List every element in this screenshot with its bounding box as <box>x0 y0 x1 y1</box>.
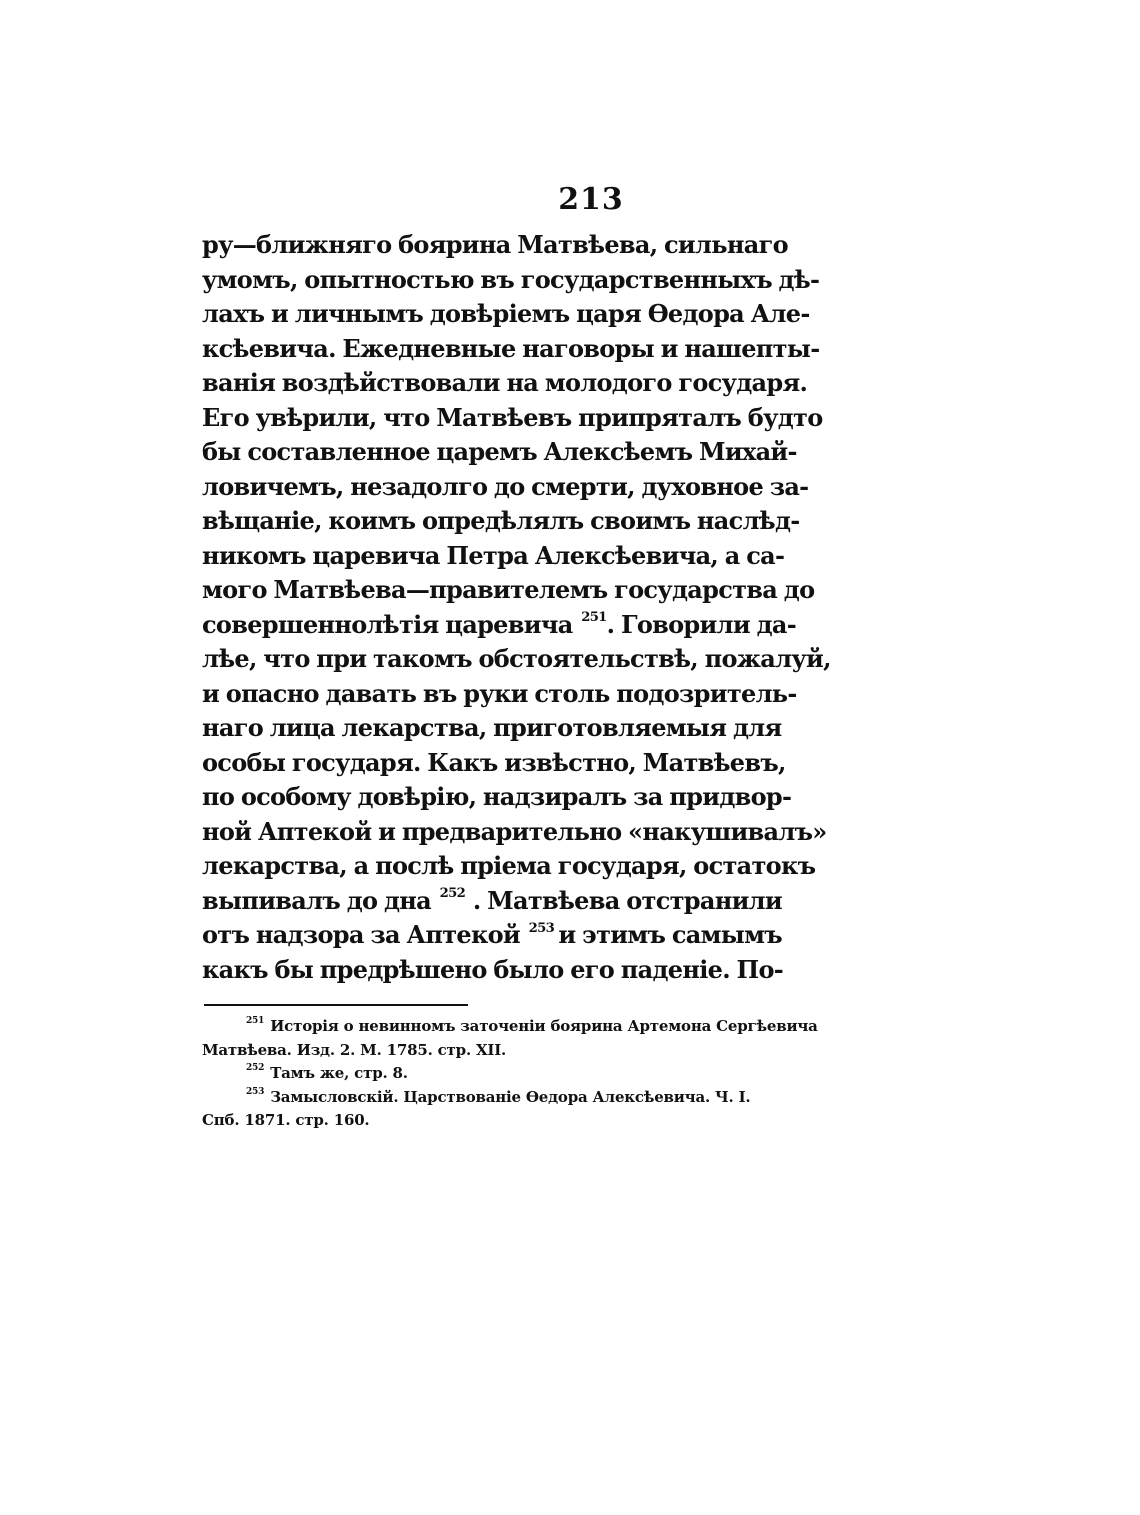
text-line: Его увѣрили, что Матвѣевъ припряталъ будто <box>202 402 823 432</box>
text-line: ванія воздѣйствовали на молодого государя. <box>202 368 808 397</box>
body-text <box>202 228 831 987</box>
footnote-number: 251 <box>246 1016 265 1027</box>
footnotes <box>202 1015 818 1133</box>
text-line: ру—ближняго боярина Матвѣева, сильнаго <box>202 230 788 259</box>
text-line: ной Аптекой и предварительно «накушивалъ» <box>202 816 827 846</box>
text-segment: . Говорили да- <box>606 609 796 639</box>
text-line: ксѣевича. Ежедневные наговоры и нашепты- <box>202 333 820 363</box>
footnote-text: $^{253}$ Замысловскій. Царствованіе Ѳедора Алексѣевича. Ч. I. <box>246 1086 751 1106</box>
footnote-text: $^{251}$ Исторія о невинномъ заточеніи боярина Артемона Сергѣевича <box>246 1016 818 1035</box>
text-line: лахъ и личнымъ довѣріемъ царя Ѳедора Але- <box>202 299 810 328</box>
text-segment: выпивалъ до дна $^{252}$ <box>202 885 466 915</box>
text-line: и опасно давать въ руки столь подозритель- <box>202 678 797 708</box>
text-line: по особому довѣрію, надзиралъ за придвор- <box>202 782 792 811</box>
text-line <box>202 608 796 643</box>
footnote-text: $^{252}$ Тамъ же, стр. 8. <box>246 1063 408 1082</box>
text-line: никомъ царевича Петра Алексѣевича, а са- <box>202 540 785 570</box>
footnote-251 <box>202 1015 818 1039</box>
footnote-253 <box>202 1086 782 1110</box>
text-line: мого Матвѣева—правителемъ государства до <box>202 575 815 604</box>
text-line <box>202 884 782 919</box>
text-line <box>202 918 782 953</box>
text-segment: отъ надзора за Аптекой $^{253}$ <box>202 920 555 949</box>
footnote-number: 253 <box>246 1086 265 1097</box>
text-line: лѣе, что при такомъ обстоятельствѣ, пожалуй, <box>202 644 831 673</box>
text-line: какъ бы предрѣшено было его паденіе. По- <box>202 954 784 984</box>
text-segment: . Матвѣева отстранили <box>472 885 782 915</box>
footnote-number: 252 <box>246 1063 265 1074</box>
footnote-ref-251[interactable]: 251 <box>581 610 607 626</box>
footnote-divider <box>204 1004 468 1006</box>
footnote-ref-253[interactable]: 253 <box>528 920 555 936</box>
text-line: умомъ, опытностью въ государственныхъ дѣ- <box>202 264 820 294</box>
footnote-252 <box>202 1062 782 1086</box>
footnote-253-continuation: Спб. 1871. стр. 160. <box>202 1111 370 1129</box>
text-line: особы государя. Какъ извѣстно, Матвѣевъ, <box>202 747 786 777</box>
text-line: наго лица лекарства, приготовляемыя для <box>202 713 782 742</box>
text-line: бы составленное царемъ Алексѣемъ Михай- <box>202 437 797 466</box>
text-line: лекарства, а послѣ пріема государя, остатокъ <box>202 851 816 880</box>
text-line: ловичемъ, незадолго до смерти, духовное за- <box>202 471 809 501</box>
text-segment: совершеннолѣтія царевича $^{251}$ <box>202 609 607 639</box>
page-number: 213 <box>558 182 624 217</box>
footnote-251-continuation: Матвѣева. Изд. 2. М. 1785. стр. XII. <box>202 1040 507 1059</box>
text-line: вѣщаніе, коимъ опредѣлялъ своимъ наслѣд- <box>202 506 800 535</box>
text-segment: и этимъ самымъ <box>558 920 782 949</box>
footnote-ref-252[interactable]: 252 <box>439 886 466 902</box>
